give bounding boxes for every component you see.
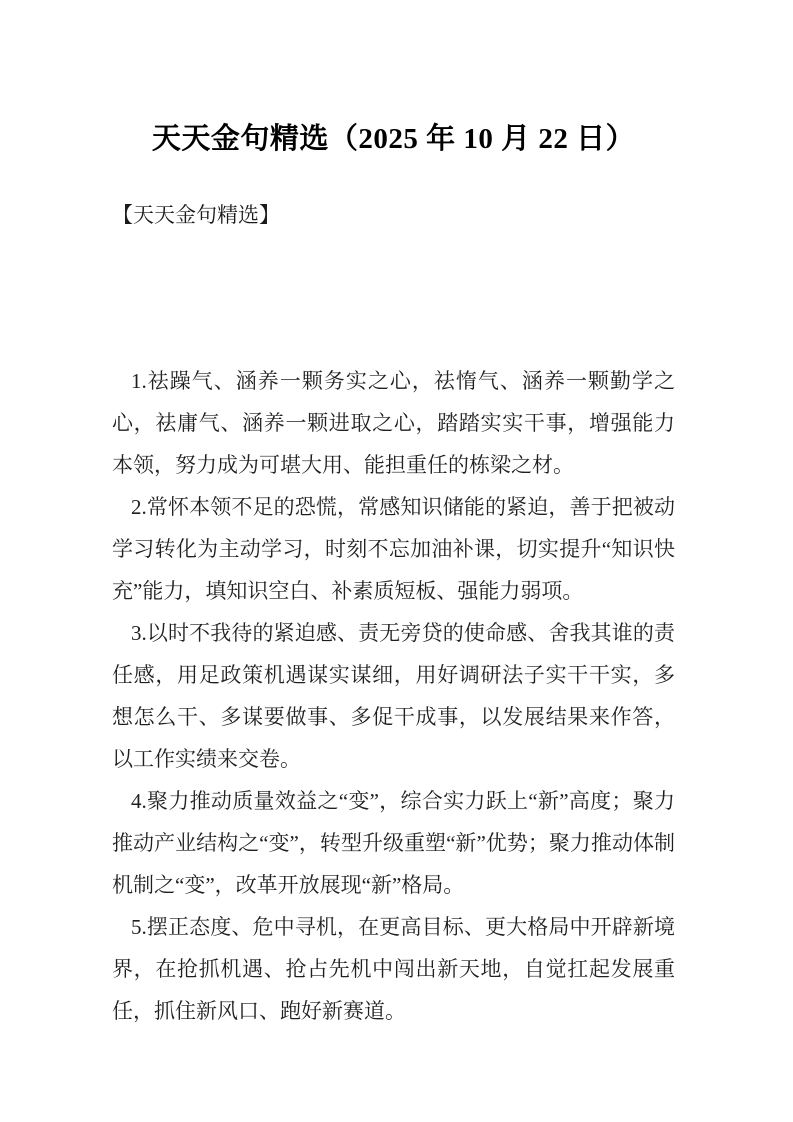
document-tag: 【天天金句精选】 — [112, 203, 280, 227]
paragraph-3: 3.以时不我待的紧迫感、责无旁贷的使命感、舍我其谁的责任感，用足政策机遇谋实谋细，用好调研法子实干干实，多想怎么干、多谋要做事、多促干成事，以发展结果来作答，以工作实绩来交卷。 — [112, 621, 675, 771]
document-title: 天天金句精选（2025 年 10 月 22 日） — [151, 123, 636, 155]
document-body — [112, 360, 675, 1032]
paragraph-4: 4.聚力推动质量效益之“变”，综合实力跃上“新”高度；聚力推动产业结构之“变”，转型升级重塑“新”优势；聚力推动体制机制之“变”，改革开放展现“新”格局。 — [112, 789, 675, 897]
paragraph-5: 5.摆正态度、危中寻机，在更高目标、更大格局中开辟新境界，在抢抓机遇、抢占先机中闯出新天地，自觉扛起发展重任，抓住新风口、跑好新赛道。 — [112, 915, 675, 1023]
paragraph-1: 1.祛躁气、涵养一颗务实之心，祛惰气、涵养一颗勤学之心，祛庸气、涵养一颗进取之心，踏踏实实干事，增强能力本领，努力成为可堪大用、能担重任的栋梁之材。 — [112, 369, 675, 477]
paragraph-2: 2.常怀本领不足的恐慌，常感知识储能的紧迫，善于把被动学习转化为主动学习，时刻不忘加油补课，切实提升“知识快充”能力，填知识空白、补素质短板、强能力弱项。 — [112, 495, 675, 603]
